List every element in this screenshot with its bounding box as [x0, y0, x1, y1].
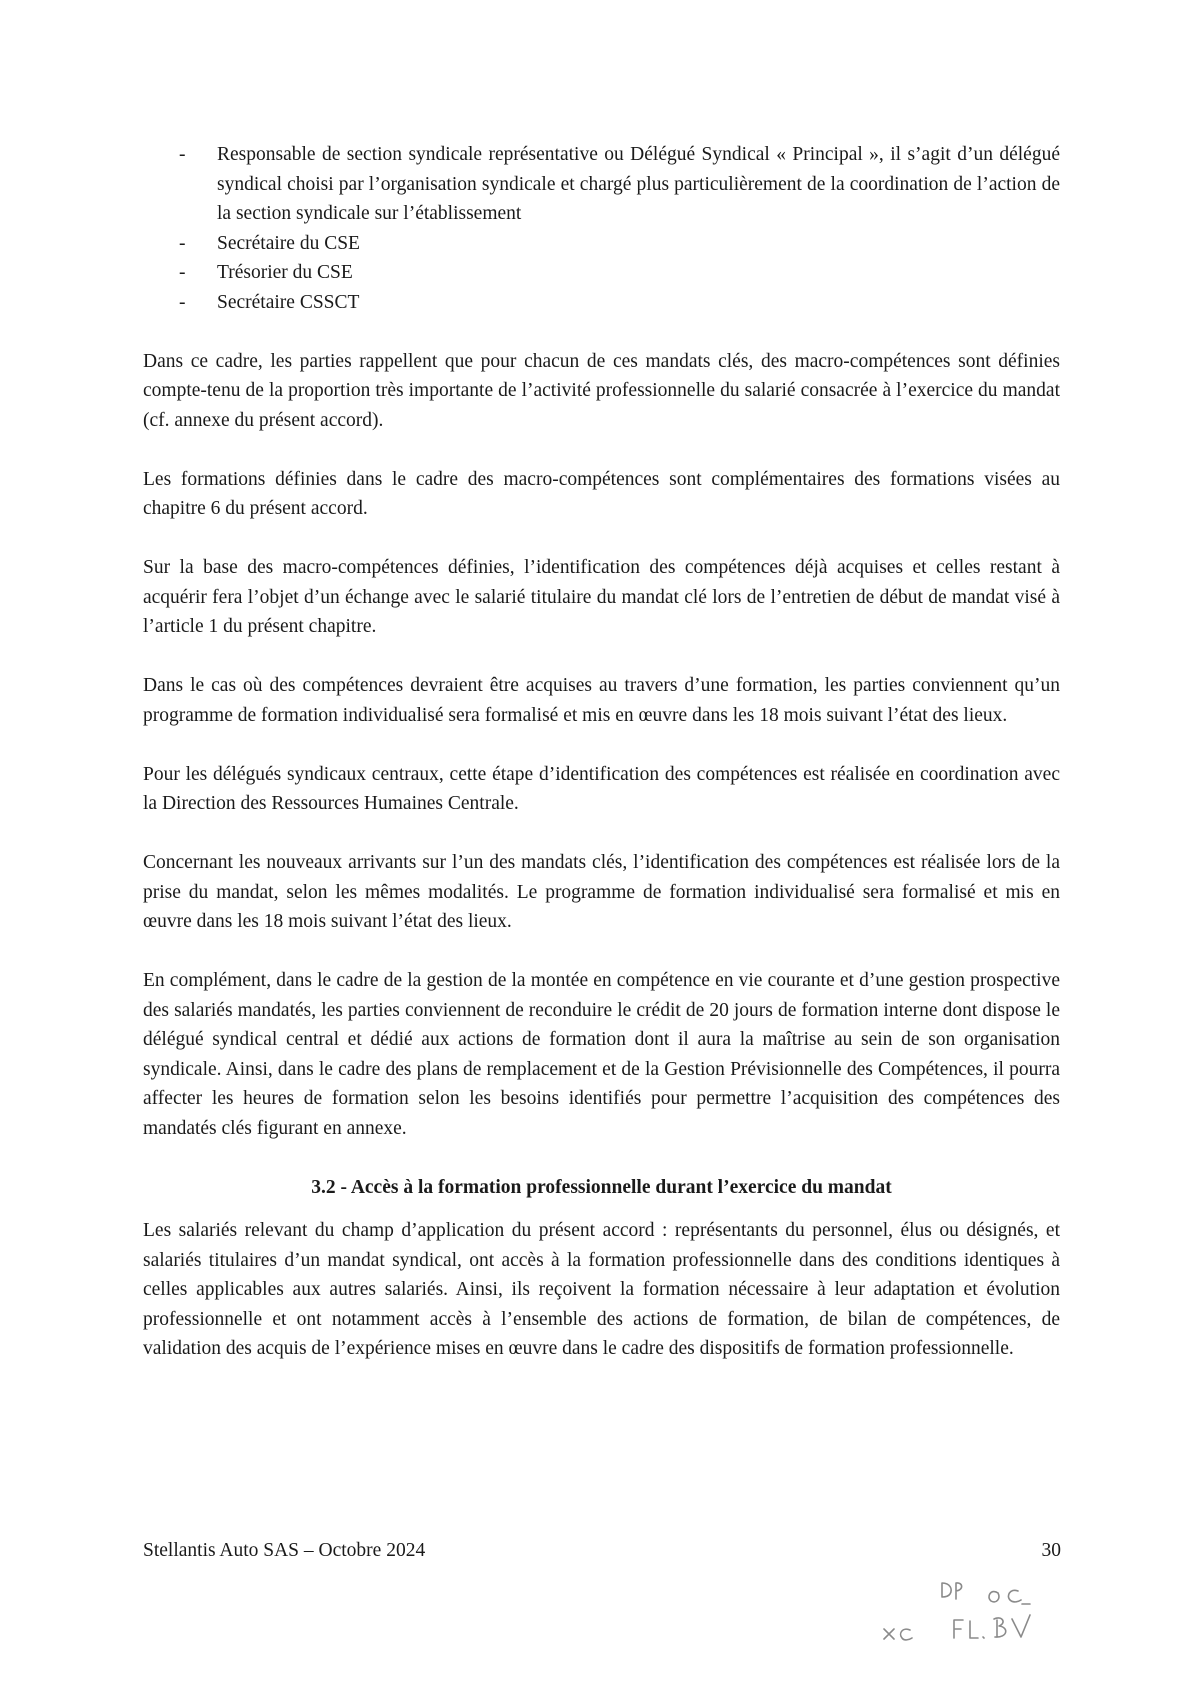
- list-item: - Trésorier du CSE: [143, 258, 1060, 288]
- mandate-list: [143, 140, 1060, 317]
- paragraph: Sur la base des macro-compétences définies, l’identification des compétences déjà acquises et celles restant à acquérir fera l’objet d’un échange avec le salarié titulaire du mandat clé lors de l’entretien de début de mandat visé à l’article 1 du présent chapitre.: [143, 557, 1060, 637]
- list-item: - Secrétaire CSSCT: [143, 288, 1060, 318]
- paragraph: Dans ce cadre, les parties rappellent que pour chacun de ces mandats clés, des macro-compétences sont définies compte-tenu de la proportion très importante de l’activité professionnelle du salarié consacrée à l’exercice du mandat (cf. annexe du présent accord).: [143, 350, 1060, 431]
- section-heading: 3.2 - Accès à la formation professionnelle durant l’exercice du mandat: [311, 1176, 892, 1198]
- paragraph: Concernant les nouveaux arrivants sur l’un des mandats clés, l’identification des compétences est réalisée lors de la prise du mandat, selon les mêmes modalités. Le programme de formation individualisé sera formalisé et mis en œuvre dans les 18 mois suivant l’état des lieux.: [143, 852, 1060, 932]
- list-dash: -: [179, 144, 186, 165]
- paragraph: Pour les délégués syndicaux centraux, cette étape d’identification des compétences est réalisée en coordination avec la Direction des Ressources Humaines Centrale.: [143, 763, 1060, 814]
- section-paragraph: Les salariés relevant du champ d’application du présent accord : représentants du personnel, élus ou désignés, et salariés titulaires d’un mandat syndical, ont accès à la formation professionnelle dans des conditions identiques à celles applicables aux autres salariés. Ainsi, ils reçoivent la formation nécessaire à leur adaptation et évolution professionnelle et ont notamment accès à l’ensemble des actions de formation, de bilan de compétences, de validation des acquis de l’expérience mises en œuvre dans le cadre des dispositifs de formation professionnelle.: [143, 1220, 1060, 1359]
- list-item: - Secrétaire du CSE: [143, 229, 1060, 259]
- paragraph: Les formations définies dans le cadre des macro-compétences sont complémentaires des formations visées au chapitre 6 du présent accord.: [143, 468, 1060, 519]
- list-dash: -: [179, 291, 186, 313]
- footer-company-date: Stellantis Auto SAS – Octobre 2024: [143, 1540, 426, 1561]
- handwritten-initials: [870, 1575, 1070, 1660]
- paragraph: En complément, dans le cadre de la gestion de la montée en compétence en vie courante et d’une gestion prospective des salariés mandatés, les parties conviennent de reconduire le crédit de 20 jours de formation interne dont dispose le délégué syndical central et dédié aux actions de formation dont il aura la maîtrise au sein de son organisation syndicale. Ainsi, dans le cadre des plans de remplacement et de la Gestion Prévisionnelle des Compétences, il pourra affecter les heures de formation selon les besoins identifiés pour permettre l’acquisition des compétences des mandatés clés figurant en annexe.: [143, 970, 1060, 1139]
- list-dash: -: [179, 262, 186, 283]
- list-dash: -: [179, 232, 186, 254]
- paragraph: Dans le cas où des compétences devraient être acquises au travers d’une formation, les parties conviennent qu’un programme de formation individualisé sera formalisé et mis en œuvre dans les 18 mois suivant l’état des lieux.: [143, 675, 1060, 726]
- list-item: - Responsable de section syndicale représentative ou Délégué Syndical « Principal », il s’agit d’un délégué syndical choisi par l’organisation syndicale et chargé plus particulièrement de la coordination de l’action de la section syndicale sur l’établissement: [143, 140, 1060, 229]
- page-number: 30: [1041, 1540, 1061, 1561]
- page-body: [143, 140, 1060, 1364]
